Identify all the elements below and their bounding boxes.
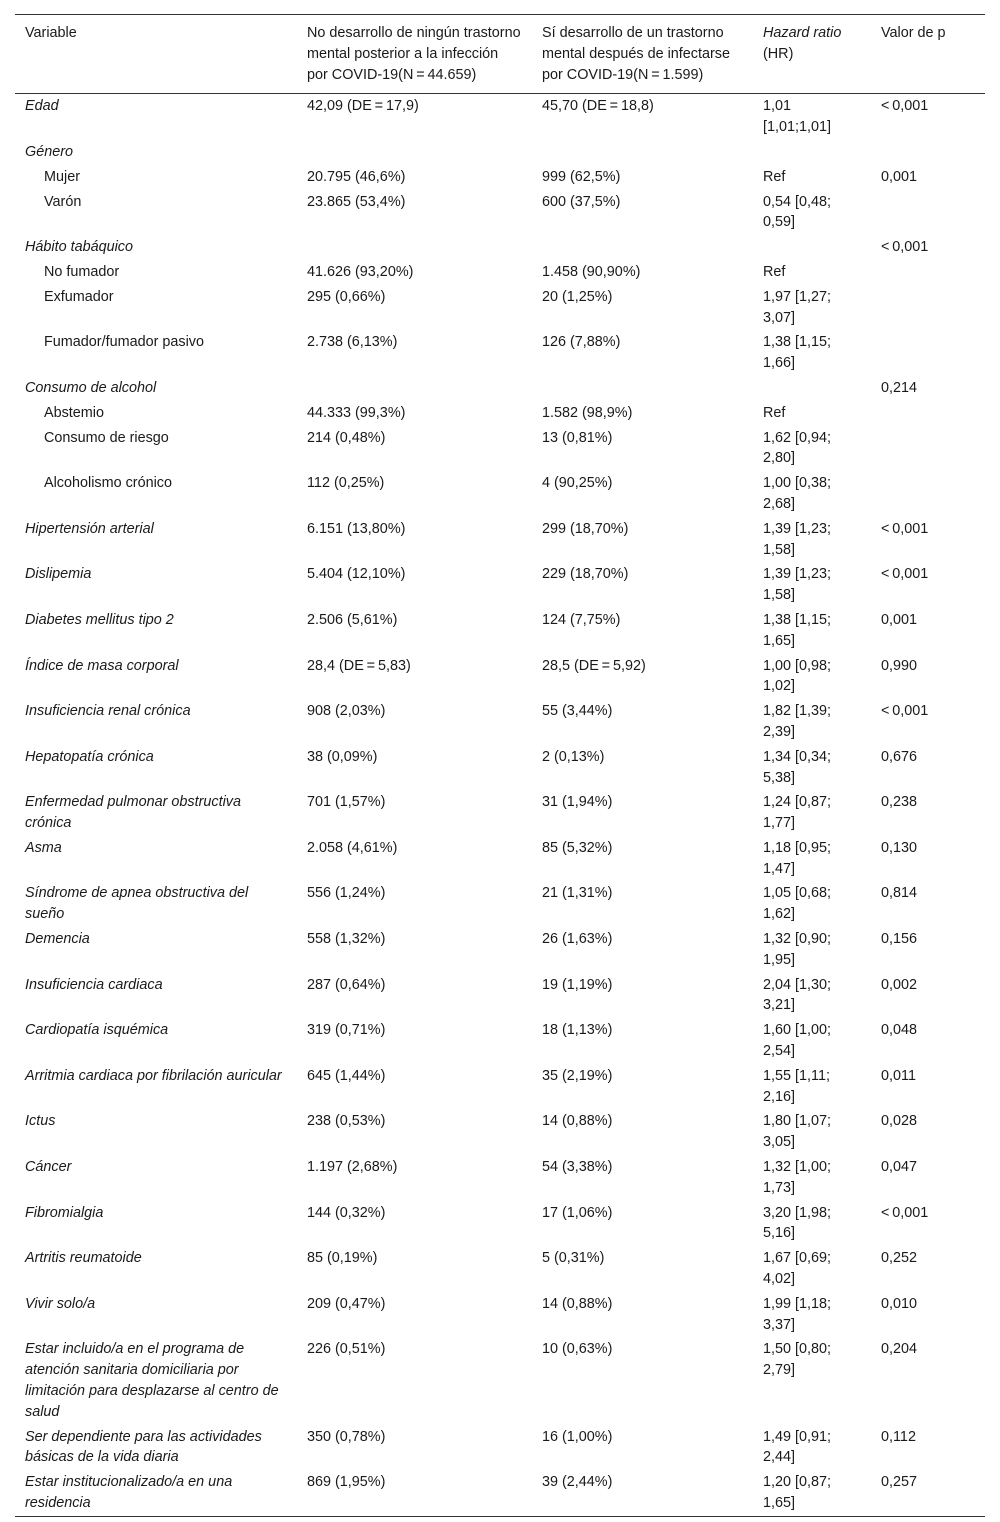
no-development-cell: 558 (1,32%) bbox=[307, 931, 386, 948]
yes-development-cell: 124 (7,75%) bbox=[542, 611, 621, 628]
table-header-row bbox=[15, 15, 985, 94]
p-value-cell bbox=[871, 401, 985, 426]
variable-cell: Hipertensión arterial bbox=[25, 520, 154, 537]
table-row bbox=[15, 745, 985, 791]
header-hazard-ratio-abbrev: (HR) bbox=[763, 45, 794, 62]
yes-development-cell: 19 (1,19%) bbox=[542, 976, 613, 993]
yes-development-cell: 26 (1,63%) bbox=[542, 931, 613, 948]
table-row bbox=[15, 699, 985, 745]
hazard-ratio-cell bbox=[753, 140, 871, 165]
variable-cell: Estar incluido/a en el programa de atención sanitaria domiciliaria por limitación para desplazarse al centro de salud bbox=[25, 1341, 279, 1420]
yes-development-cell: 14 (0,88%) bbox=[542, 1113, 613, 1130]
yes-development-cell bbox=[532, 140, 753, 165]
table-row bbox=[15, 1201, 985, 1247]
header-hazard-ratio bbox=[753, 15, 871, 94]
p-value-cell bbox=[871, 471, 985, 517]
yes-development-cell: 20 (1,25%) bbox=[542, 288, 613, 305]
p-value-cell: 0,048 bbox=[881, 1022, 918, 1039]
no-development-cell: 869 (1,95%) bbox=[307, 1474, 386, 1491]
variable-cell: Estar institucionalizado/a en una residencia bbox=[25, 1474, 233, 1511]
yes-development-cell: 600 (37,5%) bbox=[542, 193, 621, 210]
p-value-cell: 0,204 bbox=[881, 1341, 918, 1358]
header-p-value: Valor de p bbox=[881, 25, 946, 41]
hazard-ratio-cell: 1,32 [1,00; 1,73] bbox=[763, 1159, 832, 1196]
p-value-cell: < 0,001 bbox=[881, 1204, 929, 1221]
variable-cell: Índice de masa corporal bbox=[25, 657, 179, 674]
yes-development-cell: 299 (18,70%) bbox=[542, 520, 629, 537]
table-row bbox=[15, 973, 985, 1019]
no-development-cell: 295 (0,66%) bbox=[307, 288, 386, 305]
yes-development-cell: 229 (18,70%) bbox=[542, 566, 629, 583]
hazard-ratio-cell: 1,62 [0,94; 2,80] bbox=[763, 429, 832, 467]
yes-development-cell: 1.458 (90,90%) bbox=[542, 263, 641, 280]
table-row bbox=[15, 426, 985, 472]
table-row bbox=[15, 94, 985, 140]
p-value-cell: 0,011 bbox=[881, 1067, 916, 1084]
table-row bbox=[15, 1337, 985, 1424]
hazard-ratio-cell: 2,04 [1,30; 3,21] bbox=[763, 976, 832, 1014]
no-development-cell: 2.506 (5,61%) bbox=[307, 611, 398, 628]
hazard-ratio-cell: 1,80 [1,07; 3,05] bbox=[763, 1113, 832, 1151]
table-row bbox=[15, 1064, 985, 1110]
no-development-cell: 214 (0,48%) bbox=[307, 429, 386, 446]
hazard-ratio-cell: 3,20 [1,98; 5,16] bbox=[763, 1204, 832, 1242]
yes-development-cell: 4 (90,25%) bbox=[542, 475, 613, 492]
table-row bbox=[15, 165, 985, 190]
hazard-ratio-cell: Ref bbox=[763, 263, 786, 280]
hazard-ratio-cell: 1,00 [0,38; 2,68] bbox=[763, 475, 832, 512]
variable-cell: Enfermedad pulmonar obstructiva crónica bbox=[25, 794, 241, 832]
variable-cell: Abstemio bbox=[44, 404, 104, 421]
variable-cell: No fumador bbox=[44, 263, 120, 280]
yes-development-cell: 31 (1,94%) bbox=[542, 794, 613, 811]
yes-development-cell bbox=[532, 235, 753, 260]
no-development-cell: 6.151 (13,80%) bbox=[307, 520, 406, 537]
table-row bbox=[15, 140, 985, 165]
p-value-cell: 0,002 bbox=[881, 976, 918, 993]
yes-development-cell: 21 (1,31%) bbox=[542, 885, 613, 902]
yes-development-cell: 1.582 (98,9%) bbox=[542, 404, 633, 421]
hazard-ratio-cell: 1,00 [0,98; 1,02] bbox=[763, 657, 832, 695]
no-development-cell: 112 (0,25%) bbox=[307, 475, 385, 492]
no-development-cell: 350 (0,78%) bbox=[307, 1428, 386, 1445]
no-development-cell bbox=[297, 140, 532, 165]
table-row bbox=[15, 1470, 985, 1516]
hazard-ratio-cell: 1,49 [0,91; 2,44] bbox=[763, 1428, 832, 1466]
p-value-cell: 0,676 bbox=[881, 748, 918, 765]
table-row bbox=[15, 1018, 985, 1064]
p-value-cell: 0,047 bbox=[881, 1159, 918, 1176]
table-row bbox=[15, 608, 985, 654]
hazard-ratio-cell: 1,05 [0,68; 1,62] bbox=[763, 885, 832, 923]
yes-development-cell: 39 (2,44%) bbox=[542, 1474, 613, 1491]
table-row bbox=[15, 790, 985, 836]
no-development-cell: 2.058 (4,61%) bbox=[307, 839, 398, 856]
no-development-cell: 85 (0,19%) bbox=[307, 1250, 378, 1267]
p-value-cell: 0,257 bbox=[881, 1474, 918, 1491]
no-development-cell: 287 (0,64%) bbox=[307, 976, 386, 993]
variable-cell: Insuficiencia cardiaca bbox=[25, 976, 163, 993]
variable-cell: Ser dependiente para las actividades básicas de la vida diaria bbox=[25, 1428, 262, 1466]
variable-cell: Vivir solo/a bbox=[25, 1295, 96, 1312]
no-development-cell: 226 (0,51%) bbox=[307, 1341, 386, 1358]
p-value-cell: 0,252 bbox=[881, 1250, 918, 1267]
variable-cell: Cáncer bbox=[25, 1159, 72, 1176]
table-row bbox=[15, 285, 985, 331]
hazard-ratio-cell: 0,54 [0,48; 0,59] bbox=[763, 193, 832, 231]
header-hazard-ratio-italic: Hazard ratio bbox=[763, 25, 842, 41]
p-value-cell bbox=[871, 285, 985, 331]
table-row bbox=[15, 836, 985, 882]
no-development-cell: 5.404 (12,10%) bbox=[307, 566, 406, 583]
hazard-ratio-cell: 1,99 [1,18; 3,37] bbox=[763, 1295, 832, 1333]
p-value-cell: < 0,001 bbox=[881, 520, 929, 537]
yes-development-cell: 54 (3,38%) bbox=[542, 1159, 613, 1176]
variable-cell: Fibromialgia bbox=[25, 1204, 104, 1221]
hazard-ratio-cell: 1,60 [1,00; 2,54] bbox=[763, 1022, 832, 1060]
variable-cell: Dislipemia bbox=[25, 566, 92, 583]
hazard-ratio-cell: Ref bbox=[763, 168, 786, 185]
variable-cell: Género bbox=[25, 143, 73, 160]
variable-cell: Fumador/fumador pasivo bbox=[44, 334, 204, 351]
hazard-ratio-cell: 1,24 [0,87; 1,77] bbox=[763, 794, 832, 832]
p-value-cell bbox=[871, 190, 985, 236]
table-row bbox=[15, 235, 985, 260]
table-row bbox=[15, 517, 985, 563]
header-variable: Variable bbox=[25, 25, 77, 41]
hazard-ratio-cell bbox=[753, 376, 871, 401]
yes-development-cell: 16 (1,00%) bbox=[542, 1428, 613, 1445]
p-value-cell: 0,001 bbox=[881, 168, 918, 185]
p-value-cell: < 0,001 bbox=[881, 239, 929, 256]
table-container bbox=[15, 14, 985, 1517]
hazard-ratio-cell: 1,55 [1,11; 2,16] bbox=[763, 1067, 830, 1105]
hazard-ratio-cell bbox=[753, 235, 871, 260]
yes-development-cell: 35 (2,19%) bbox=[542, 1067, 613, 1084]
no-development-cell: 238 (0,53%) bbox=[307, 1113, 386, 1130]
no-development-cell: 44.333 (99,3%) bbox=[307, 404, 406, 421]
no-development-cell: 2.738 (6,13%) bbox=[307, 334, 398, 351]
hazard-ratio-cell: 1,38 [1,15; 1,65] bbox=[763, 611, 832, 649]
table-row bbox=[15, 330, 985, 376]
yes-development-cell: 2 (0,13%) bbox=[542, 748, 605, 765]
yes-development-cell: 45,70 (DE = 18,8) bbox=[542, 98, 654, 115]
table-body bbox=[15, 94, 985, 1516]
variable-cell: Cardiopatía isquémica bbox=[25, 1022, 169, 1039]
variable-cell: Artritis reumatoide bbox=[25, 1250, 142, 1267]
hazard-ratio-cell: 1,50 [0,80; 2,79] bbox=[763, 1341, 832, 1379]
table-row bbox=[15, 376, 985, 401]
variable-cell: Varón bbox=[44, 193, 82, 210]
hazard-ratio-cell: 1,18 [0,95; 1,47] bbox=[763, 839, 832, 877]
header-no-development: No desarrollo de ningún trastorno mental posterior a la infección por COVID-19(N = 44.659) bbox=[307, 25, 521, 83]
no-development-cell: 645 (1,44%) bbox=[307, 1067, 386, 1084]
variable-cell: Asma bbox=[25, 839, 62, 856]
variable-cell: Mujer bbox=[44, 168, 80, 185]
p-value-cell: 0,214 bbox=[881, 379, 918, 396]
yes-development-cell: 28,5 (DE = 5,92) bbox=[542, 657, 646, 674]
variable-cell: Hábito tabáquico bbox=[25, 239, 134, 256]
no-development-cell: 28,4 (DE = 5,83) bbox=[307, 657, 411, 674]
p-value-cell: 0,001 bbox=[881, 611, 918, 628]
yes-development-cell: 14 (0,88%) bbox=[542, 1295, 613, 1312]
variable-cell: Consumo de riesgo bbox=[44, 429, 169, 446]
no-development-cell: 42,09 (DE = 17,9) bbox=[307, 98, 419, 115]
no-development-cell: 38 (0,09%) bbox=[307, 748, 378, 765]
no-development-cell: 209 (0,47%) bbox=[307, 1295, 386, 1312]
p-value-cell: 0,028 bbox=[881, 1113, 918, 1130]
hazard-ratio-cell: 1,34 [0,34; 5,38] bbox=[763, 748, 832, 786]
yes-development-cell bbox=[532, 376, 753, 401]
p-value-cell: 0,130 bbox=[881, 839, 918, 856]
p-value-cell: 0,156 bbox=[881, 931, 918, 948]
no-development-cell: 1.197 (2,68%) bbox=[307, 1159, 398, 1176]
p-value-cell: < 0,001 bbox=[881, 98, 929, 115]
table-row bbox=[15, 1246, 985, 1292]
variable-cell: Insuficiencia renal crónica bbox=[25, 703, 191, 720]
yes-development-cell: 17 (1,06%) bbox=[542, 1204, 613, 1221]
no-development-cell: 908 (2,03%) bbox=[307, 703, 386, 720]
hazard-ratio-cell: 1,39 [1,23; 1,58] bbox=[763, 566, 832, 604]
hazard-ratio-table bbox=[15, 14, 985, 1517]
table-row bbox=[15, 471, 985, 517]
no-development-cell: 319 (0,71%) bbox=[307, 1022, 386, 1039]
hazard-ratio-cell: 1,38 [1,15; 1,66] bbox=[763, 334, 832, 372]
p-value-cell bbox=[871, 260, 985, 285]
table-row bbox=[15, 401, 985, 426]
variable-cell: Arritmia cardiaca por fibrilación auricular bbox=[25, 1067, 282, 1084]
no-development-cell: 701 (1,57%) bbox=[307, 794, 386, 811]
no-development-cell: 41.626 (93,20%) bbox=[307, 263, 414, 280]
variable-cell: Hepatopatía crónica bbox=[25, 748, 154, 765]
no-development-cell: 144 (0,32%) bbox=[307, 1204, 386, 1221]
p-value-cell bbox=[871, 426, 985, 472]
table-row bbox=[15, 654, 985, 700]
p-value-cell: 0,112 bbox=[881, 1428, 916, 1445]
hazard-ratio-cell: 1,97 [1,27; 3,07] bbox=[763, 288, 832, 326]
yes-development-cell: 55 (3,44%) bbox=[542, 703, 613, 720]
table-row bbox=[15, 190, 985, 236]
no-development-cell bbox=[297, 235, 532, 260]
p-value-cell: 0,010 bbox=[881, 1295, 918, 1312]
variable-cell: Ictus bbox=[25, 1113, 56, 1130]
table-row bbox=[15, 1155, 985, 1201]
header-yes-development: Sí desarrollo de un trastorno mental después de infectarse por COVID-19(N = 1.599) bbox=[542, 25, 730, 83]
table-row bbox=[15, 1425, 985, 1471]
no-development-cell: 20.795 (46,6%) bbox=[307, 168, 406, 185]
variable-cell: Alcoholismo crónico bbox=[44, 475, 172, 492]
table-row bbox=[15, 562, 985, 608]
no-development-cell: 556 (1,24%) bbox=[307, 885, 386, 902]
p-value-cell: 0,990 bbox=[881, 657, 918, 674]
variable-cell: Diabetes mellitus tipo 2 bbox=[25, 611, 174, 628]
table-row bbox=[15, 1292, 985, 1338]
yes-development-cell: 126 (7,88%) bbox=[542, 334, 621, 351]
yes-development-cell: 10 (0,63%) bbox=[542, 1341, 613, 1358]
hazard-ratio-cell: 1,01 [1,01;1,01] bbox=[763, 98, 832, 136]
hazard-ratio-cell: 1,20 [0,87; 1,65] bbox=[763, 1474, 832, 1511]
p-value-cell: 0,238 bbox=[881, 794, 918, 811]
variable-cell: Exfumador bbox=[44, 288, 114, 305]
yes-development-cell: 85 (5,32%) bbox=[542, 839, 613, 856]
hazard-ratio-cell: 1,67 [0,69; 4,02] bbox=[763, 1250, 832, 1288]
p-value-cell: 0,814 bbox=[881, 885, 918, 902]
variable-cell: Consumo de alcohol bbox=[25, 379, 157, 396]
yes-development-cell: 999 (62,5%) bbox=[542, 168, 621, 185]
yes-development-cell: 13 (0,81%) bbox=[542, 429, 613, 446]
hazard-ratio-cell: Ref bbox=[763, 404, 786, 421]
hazard-ratio-cell: 1,39 [1,23; 1,58] bbox=[763, 520, 832, 558]
variable-cell: Demencia bbox=[25, 931, 90, 948]
no-development-cell bbox=[297, 376, 532, 401]
table-row bbox=[15, 881, 985, 927]
table-row bbox=[15, 260, 985, 285]
table-row bbox=[15, 927, 985, 973]
no-development-cell: 23.865 (53,4%) bbox=[307, 193, 406, 210]
yes-development-cell: 5 (0,31%) bbox=[542, 1250, 605, 1267]
yes-development-cell: 18 (1,13%) bbox=[542, 1022, 613, 1039]
table-row bbox=[15, 1109, 985, 1155]
p-value-cell: < 0,001 bbox=[881, 703, 929, 720]
variable-cell: Síndrome de apnea obstructiva del sueño bbox=[25, 885, 249, 923]
variable-cell: Edad bbox=[25, 98, 59, 115]
hazard-ratio-cell: 1,32 [0,90; 1,95] bbox=[763, 931, 832, 968]
p-value-cell: < 0,001 bbox=[881, 566, 929, 583]
hazard-ratio-cell: 1,82 [1,39; 2,39] bbox=[763, 703, 832, 740]
p-value-cell bbox=[871, 140, 985, 165]
p-value-cell bbox=[871, 330, 985, 376]
